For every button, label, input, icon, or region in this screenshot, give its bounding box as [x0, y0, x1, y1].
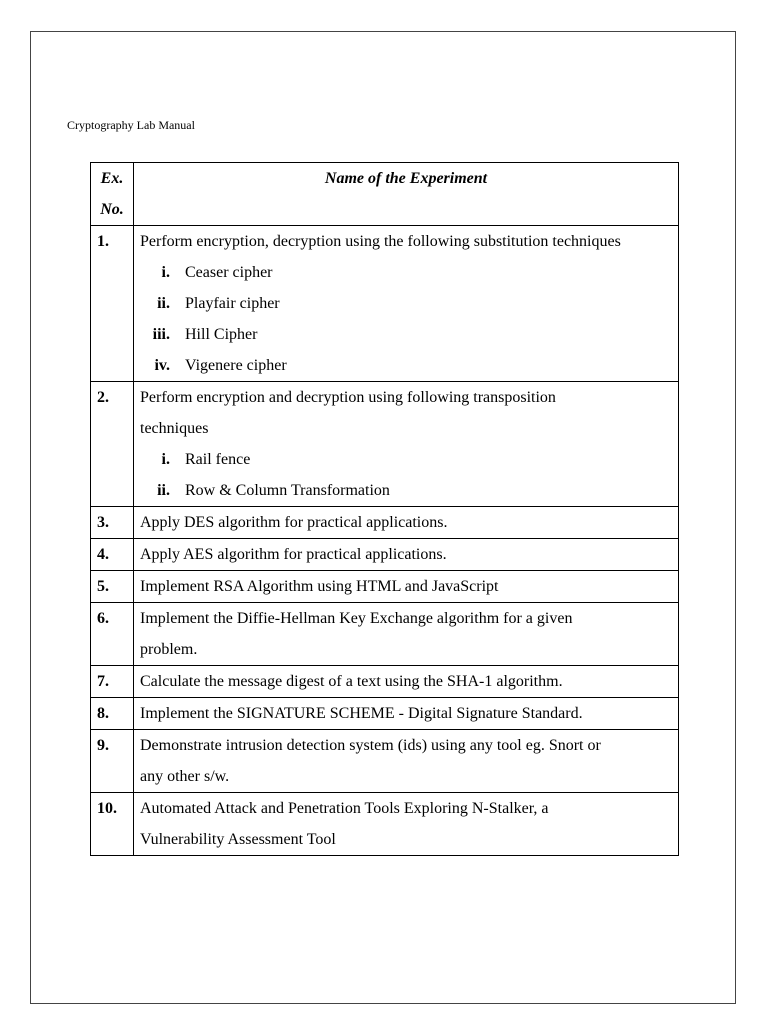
sub-technique-label: Playfair cipher — [185, 295, 280, 312]
table-row — [91, 730, 679, 793]
column-header-no: No. — [100, 201, 124, 218]
sub-technique-item — [140, 288, 672, 319]
sub-technique-item — [140, 350, 672, 381]
sub-technique-number: ii. — [157, 295, 170, 312]
experiment-description — [134, 793, 679, 856]
sub-technique-list — [140, 257, 672, 381]
experiment-number: 8. — [91, 698, 134, 730]
experiment-number: 4. — [91, 539, 134, 571]
sub-technique-number: iv. — [154, 357, 170, 374]
column-header-ex-no — [91, 163, 134, 226]
table-row — [91, 603, 679, 666]
table-row — [91, 698, 679, 730]
experiment-description — [134, 382, 679, 507]
sub-technique-label: Hill Cipher — [185, 326, 258, 343]
experiment-description — [134, 730, 679, 793]
experiment-title-line: Calculate the message digest of a text using the SHA-1 algorithm. — [140, 673, 563, 690]
experiment-title-line: Implement the Diffie-Hellman Key Exchange algorithm for a given — [140, 610, 573, 627]
sub-technique-number: i. — [161, 264, 170, 281]
experiment-number: 10. — [91, 793, 134, 856]
sub-technique-item — [140, 319, 672, 350]
experiment-description — [134, 571, 679, 603]
sub-technique-label: Ceaser cipher — [185, 264, 273, 281]
column-header-name: Name of the Experiment — [134, 163, 679, 226]
sub-technique-list — [140, 444, 672, 506]
experiment-number: 2. — [91, 382, 134, 507]
sub-technique-item — [140, 444, 672, 475]
sub-technique-number: i. — [161, 451, 170, 468]
column-header-ex: Ex. — [100, 170, 124, 187]
experiment-title-line: techniques — [140, 420, 209, 437]
table-header-row — [91, 163, 679, 226]
table-row — [91, 666, 679, 698]
experiment-title-line: Automated Attack and Penetration Tools Exploring N-Stalker, a — [140, 800, 549, 817]
experiment-title-line: Implement RSA Algorithm using HTML and JavaScript — [140, 578, 499, 595]
experiment-title-line: problem. — [140, 641, 198, 658]
table-row — [91, 571, 679, 603]
table-row — [91, 382, 679, 507]
experiment-description — [134, 603, 679, 666]
experiment-description — [134, 507, 679, 539]
experiment-description — [134, 539, 679, 571]
table-row — [91, 226, 679, 382]
table-body — [91, 226, 679, 856]
table-row — [91, 539, 679, 571]
experiment-title-line: Implement the SIGNATURE SCHEME - Digital Signature Standard. — [140, 705, 583, 722]
table-row — [91, 507, 679, 539]
sub-technique-label: Rail fence — [185, 451, 251, 468]
experiment-title-line: Perform encryption, decryption using the following substitution techniques — [140, 233, 621, 250]
sub-technique-item — [140, 257, 672, 288]
experiment-description — [134, 698, 679, 730]
experiment-number: 9. — [91, 730, 134, 793]
experiment-title-line: Demonstrate intrusion detection system (ids) using any tool eg. Snort or — [140, 737, 601, 754]
experiment-title-line: any other s/w. — [140, 768, 230, 785]
sub-technique-number: iii. — [152, 326, 170, 343]
experiment-title-line: Apply AES algorithm for practical applications. — [140, 546, 447, 563]
table-row — [91, 793, 679, 856]
experiment-number: 7. — [91, 666, 134, 698]
experiment-title-line: Apply DES algorithm for practical applications. — [140, 514, 448, 531]
experiments-table — [90, 162, 679, 856]
experiment-title-line: Perform encryption and decryption using following transposition — [140, 389, 556, 406]
experiment-description — [134, 666, 679, 698]
sub-technique-number: ii. — [157, 482, 170, 499]
experiment-number: 1. — [91, 226, 134, 382]
document-header: Cryptography Lab Manual — [67, 118, 195, 132]
experiment-number: 3. — [91, 507, 134, 539]
experiment-number: 5. — [91, 571, 134, 603]
sub-technique-item — [140, 475, 672, 506]
sub-technique-label: Row & Column Transformation — [185, 482, 390, 499]
sub-technique-label: Vigenere cipher — [185, 357, 287, 374]
experiment-title-line: Vulnerability Assessment Tool — [140, 831, 336, 848]
experiment-description — [134, 226, 679, 382]
experiment-number: 6. — [91, 603, 134, 666]
